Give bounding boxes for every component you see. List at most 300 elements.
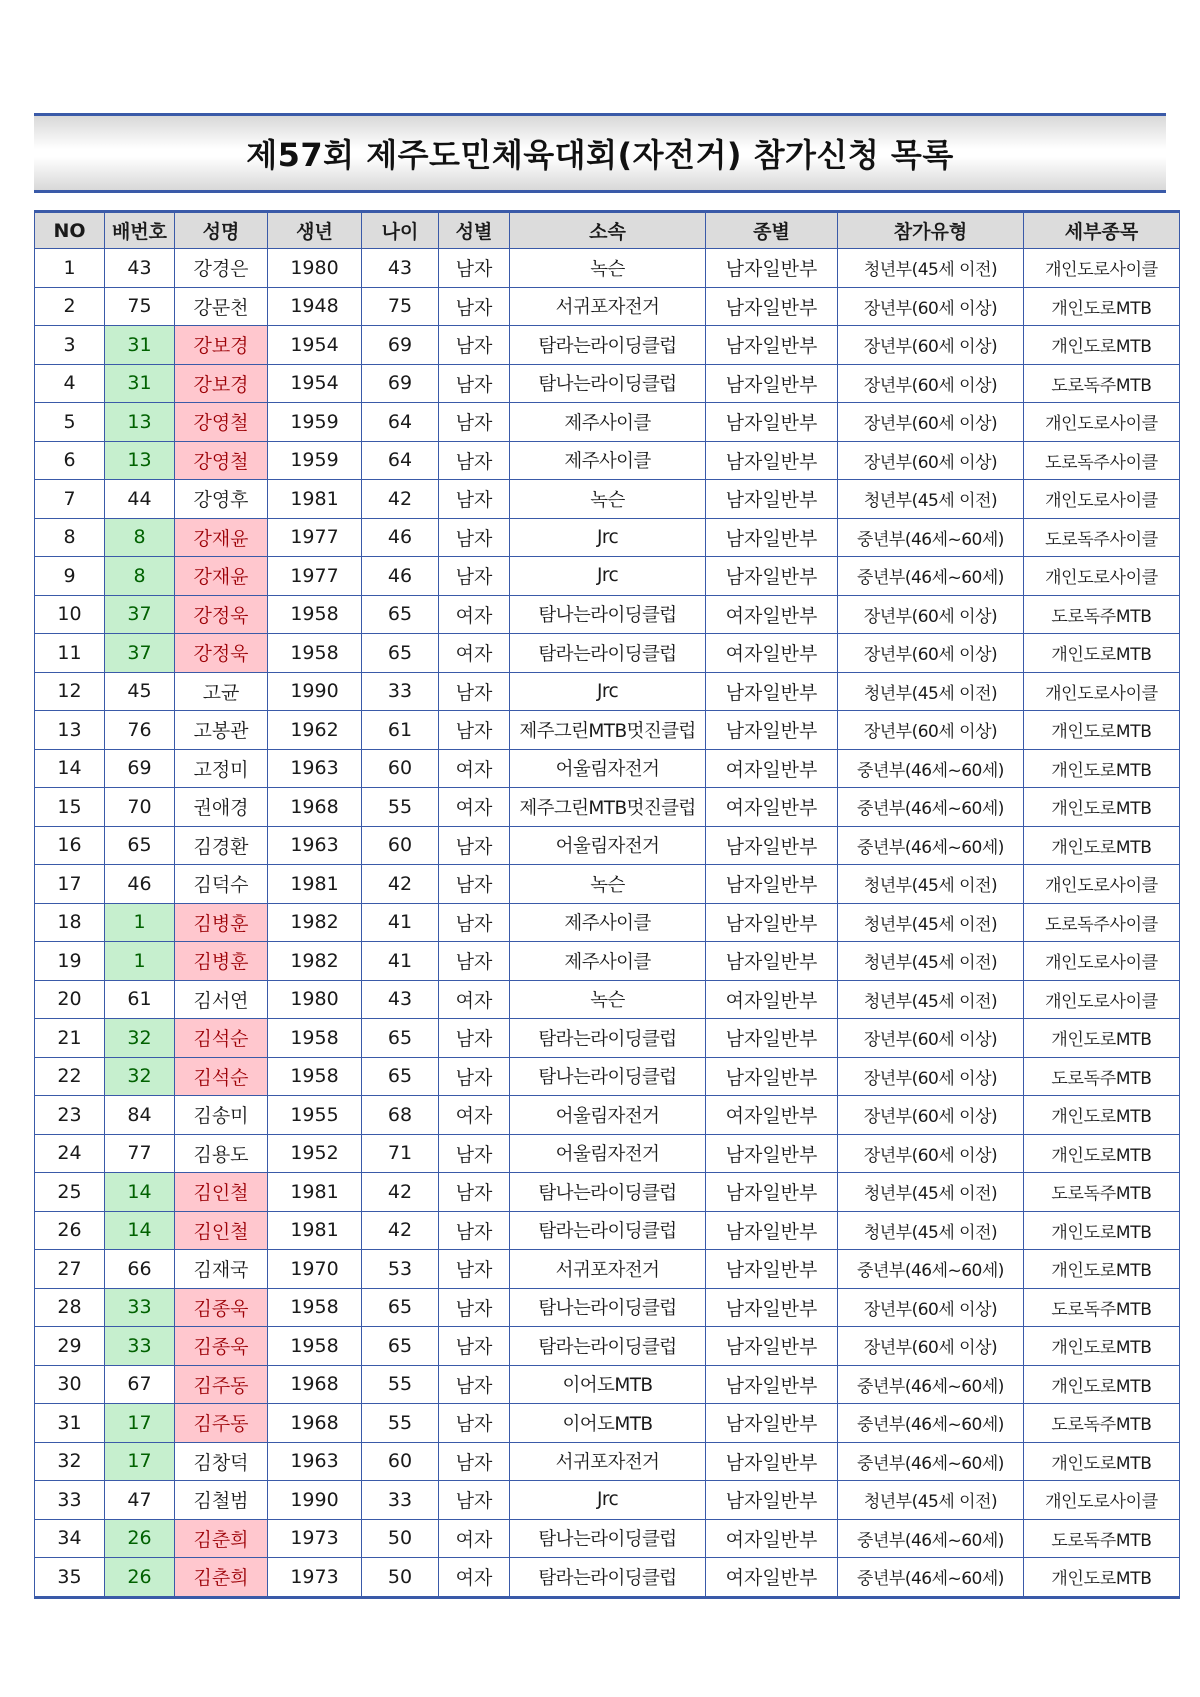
cell-bib: 33 <box>105 1327 175 1366</box>
cell-birth-year: 1958 <box>268 595 362 634</box>
cell-sex: 남자 <box>439 1019 510 1058</box>
cell-sex: 남자 <box>439 826 510 865</box>
cell-age: 53 <box>362 1250 439 1289</box>
cell-club: 제주사이클 <box>510 403 706 442</box>
cell-entry-type: 중년부(46세~60세) <box>838 1404 1024 1443</box>
cell-division: 남자일반부 <box>706 1327 838 1366</box>
cell-name: 김종욱 <box>175 1327 268 1366</box>
cell-division: 남자일반부 <box>706 903 838 942</box>
cell-event: 개인도로MTB <box>1024 1442 1180 1481</box>
cell-birth-year: 1982 <box>268 903 362 942</box>
table-row <box>35 865 1180 904</box>
cell-no: 11 <box>35 634 105 673</box>
cell-entry-type: 청년부(45세 이전) <box>838 903 1024 942</box>
cell-bib: 75 <box>105 287 175 326</box>
table-row <box>35 634 1180 673</box>
cell-division: 남자일반부 <box>706 1288 838 1327</box>
cell-entry-type: 청년부(45세 이전) <box>838 1211 1024 1250</box>
cell-age: 69 <box>362 364 439 403</box>
cell-entry-type: 장년부(60세 이상) <box>838 1288 1024 1327</box>
cell-entry-type: 청년부(45세 이전) <box>838 480 1024 519</box>
cell-no: 20 <box>35 980 105 1019</box>
cell-sex: 남자 <box>439 1250 510 1289</box>
cell-division: 남자일반부 <box>706 865 838 904</box>
cell-entry-type: 장년부(60세 이상) <box>838 287 1024 326</box>
cell-no: 13 <box>35 711 105 750</box>
cell-event: 개인도로MTB <box>1024 1327 1180 1366</box>
col-header-bib: 배번호 <box>105 212 175 249</box>
cell-name: 김용도 <box>175 1134 268 1173</box>
cell-sex: 남자 <box>439 711 510 750</box>
cell-entry-type: 장년부(60세 이상) <box>838 595 1024 634</box>
cell-division: 여자일반부 <box>706 749 838 788</box>
cell-division: 남자일반부 <box>706 1019 838 1058</box>
cell-event: 개인도로사이클 <box>1024 249 1180 288</box>
cell-birth-year: 1980 <box>268 980 362 1019</box>
cell-no: 1 <box>35 249 105 288</box>
cell-no: 27 <box>35 1250 105 1289</box>
cell-division: 남자일반부 <box>706 711 838 750</box>
table-row <box>35 287 1180 326</box>
cell-name: 김철범 <box>175 1481 268 1520</box>
cell-sex: 남자 <box>439 903 510 942</box>
col-header-event: 세부종목 <box>1024 212 1180 249</box>
cell-no: 35 <box>35 1558 105 1598</box>
cell-event: 도로독주MTB <box>1024 1057 1180 1096</box>
cell-entry-type: 청년부(45세 이전) <box>838 980 1024 1019</box>
cell-age: 60 <box>362 826 439 865</box>
cell-club: 녹슨 <box>510 480 706 519</box>
cell-age: 65 <box>362 1019 439 1058</box>
cell-club: 이어도MTB <box>510 1404 706 1443</box>
cell-birth-year: 1973 <box>268 1519 362 1558</box>
cell-entry-type: 중년부(46세~60세) <box>838 557 1024 596</box>
col-header-club: 소속 <box>510 212 706 249</box>
cell-no: 18 <box>35 903 105 942</box>
cell-age: 55 <box>362 1404 439 1443</box>
cell-name: 김창덕 <box>175 1442 268 1481</box>
cell-club: 탐나는라이딩클럽 <box>510 595 706 634</box>
cell-division: 남자일반부 <box>706 249 838 288</box>
cell-sex: 여자 <box>439 749 510 788</box>
table-row <box>35 441 1180 480</box>
col-header-entry-type: 참가유형 <box>838 212 1024 249</box>
cell-birth-year: 1958 <box>268 634 362 673</box>
cell-bib: 32 <box>105 1057 175 1096</box>
cell-sex: 남자 <box>439 249 510 288</box>
cell-no: 23 <box>35 1096 105 1135</box>
cell-age: 33 <box>362 672 439 711</box>
cell-club: 제주그린MTB멋진클럽 <box>510 711 706 750</box>
cell-birth-year: 1981 <box>268 480 362 519</box>
cell-sex: 여자 <box>439 980 510 1019</box>
cell-age: 75 <box>362 287 439 326</box>
cell-event: 개인도로사이클 <box>1024 480 1180 519</box>
cell-bib: 26 <box>105 1519 175 1558</box>
cell-club: 탐나는라이딩클럽 <box>510 1173 706 1212</box>
cell-sex: 여자 <box>439 1519 510 1558</box>
cell-age: 64 <box>362 441 439 480</box>
cell-name: 김병훈 <box>175 942 268 981</box>
cell-division: 여자일반부 <box>706 595 838 634</box>
cell-sex: 남자 <box>439 1288 510 1327</box>
cell-birth-year: 1981 <box>268 1211 362 1250</box>
cell-bib: 70 <box>105 788 175 827</box>
cell-bib: 67 <box>105 1365 175 1404</box>
cell-birth-year: 1963 <box>268 1442 362 1481</box>
cell-birth-year: 1955 <box>268 1096 362 1135</box>
cell-no: 3 <box>35 326 105 365</box>
cell-division: 남자일반부 <box>706 1057 838 1096</box>
cell-birth-year: 1954 <box>268 326 362 365</box>
cell-event: 개인도로사이클 <box>1024 557 1180 596</box>
cell-name: 김주동 <box>175 1365 268 1404</box>
cell-event: 도로독주MTB <box>1024 1519 1180 1558</box>
cell-bib: 17 <box>105 1442 175 1481</box>
cell-sex: 남자 <box>439 942 510 981</box>
cell-bib: 43 <box>105 249 175 288</box>
table-row <box>35 788 1180 827</box>
cell-birth-year: 1959 <box>268 441 362 480</box>
table-row <box>35 364 1180 403</box>
cell-club: 탐나는라이딩클럽 <box>510 1288 706 1327</box>
cell-birth-year: 1968 <box>268 1404 362 1443</box>
cell-name: 김석순 <box>175 1057 268 1096</box>
cell-entry-type: 장년부(60세 이상) <box>838 1134 1024 1173</box>
cell-age: 42 <box>362 865 439 904</box>
cell-name: 김종욱 <box>175 1288 268 1327</box>
cell-division: 여자일반부 <box>706 980 838 1019</box>
cell-name: 김경환 <box>175 826 268 865</box>
table-row <box>35 1096 1180 1135</box>
cell-no: 29 <box>35 1327 105 1366</box>
cell-name: 고봉관 <box>175 711 268 750</box>
table-row <box>35 249 1180 288</box>
cell-age: 50 <box>362 1558 439 1598</box>
cell-club: 어울림자전거 <box>510 749 706 788</box>
cell-bib: 69 <box>105 749 175 788</box>
cell-sex: 남자 <box>439 1442 510 1481</box>
cell-no: 12 <box>35 672 105 711</box>
cell-birth-year: 1948 <box>268 287 362 326</box>
cell-club: 탐라는라이딩클럽 <box>510 1211 706 1250</box>
cell-bib: 8 <box>105 518 175 557</box>
cell-no: 24 <box>35 1134 105 1173</box>
cell-division: 남자일반부 <box>706 1134 838 1173</box>
cell-sex: 남자 <box>439 1404 510 1443</box>
cell-bib: 66 <box>105 1250 175 1289</box>
cell-event: 도로독주MTB <box>1024 595 1180 634</box>
cell-event: 도로독주MTB <box>1024 1404 1180 1443</box>
cell-birth-year: 1952 <box>268 1134 362 1173</box>
cell-sex: 남자 <box>439 1365 510 1404</box>
cell-sex: 남자 <box>439 672 510 711</box>
table-row <box>35 403 1180 442</box>
cell-name: 강영철 <box>175 403 268 442</box>
cell-division: 남자일반부 <box>706 1250 838 1289</box>
cell-division: 남자일반부 <box>706 942 838 981</box>
cell-division: 남자일반부 <box>706 480 838 519</box>
cell-event: 개인도로MTB <box>1024 1096 1180 1135</box>
cell-age: 55 <box>362 788 439 827</box>
table-row <box>35 1057 1180 1096</box>
cell-name: 김인철 <box>175 1173 268 1212</box>
cell-age: 43 <box>362 980 439 1019</box>
cell-age: 42 <box>362 1211 439 1250</box>
cell-age: 55 <box>362 1365 439 1404</box>
cell-age: 61 <box>362 711 439 750</box>
cell-no: 17 <box>35 865 105 904</box>
cell-sex: 남자 <box>439 364 510 403</box>
cell-age: 50 <box>362 1519 439 1558</box>
cell-event: 개인도로MTB <box>1024 1250 1180 1289</box>
cell-entry-type: 중년부(46세~60세) <box>838 1442 1024 1481</box>
cell-no: 14 <box>35 749 105 788</box>
cell-club: 녹슨 <box>510 980 706 1019</box>
table-row <box>35 1327 1180 1366</box>
cell-no: 31 <box>35 1404 105 1443</box>
cell-club: 녹슨 <box>510 249 706 288</box>
table-row <box>35 595 1180 634</box>
cell-age: 71 <box>362 1134 439 1173</box>
cell-event: 개인도로MTB <box>1024 287 1180 326</box>
cell-bib: 77 <box>105 1134 175 1173</box>
cell-entry-type: 중년부(46세~60세) <box>838 1558 1024 1598</box>
cell-division: 남자일반부 <box>706 1173 838 1212</box>
cell-club: Jrc <box>510 672 706 711</box>
cell-name: 권애경 <box>175 788 268 827</box>
cell-event: 개인도로MTB <box>1024 1558 1180 1598</box>
table-row <box>35 1558 1180 1598</box>
table-row <box>35 1211 1180 1250</box>
cell-division: 남자일반부 <box>706 326 838 365</box>
cell-sex: 남자 <box>439 1481 510 1520</box>
cell-birth-year: 1968 <box>268 788 362 827</box>
header-row <box>35 212 1180 249</box>
cell-birth-year: 1959 <box>268 403 362 442</box>
cell-entry-type: 장년부(60세 이상) <box>838 711 1024 750</box>
cell-bib: 46 <box>105 865 175 904</box>
cell-event: 도로독주MTB <box>1024 1288 1180 1327</box>
cell-name: 강재윤 <box>175 557 268 596</box>
cell-entry-type: 중년부(46세~60세) <box>838 788 1024 827</box>
cell-no: 30 <box>35 1365 105 1404</box>
cell-division: 남자일반부 <box>706 518 838 557</box>
cell-age: 41 <box>362 903 439 942</box>
cell-bib: 84 <box>105 1096 175 1135</box>
cell-bib: 31 <box>105 326 175 365</box>
cell-sex: 남자 <box>439 1057 510 1096</box>
cell-sex: 남자 <box>439 1327 510 1366</box>
cell-division: 남자일반부 <box>706 364 838 403</box>
cell-club: 탐나는라이딩클럽 <box>510 1519 706 1558</box>
cell-event: 개인도로사이클 <box>1024 672 1180 711</box>
cell-name: 강보경 <box>175 326 268 365</box>
cell-club: Jrc <box>510 1481 706 1520</box>
cell-age: 33 <box>362 1481 439 1520</box>
cell-sex: 여자 <box>439 1558 510 1598</box>
cell-sex: 여자 <box>439 1096 510 1135</box>
cell-entry-type: 청년부(45세 이전) <box>838 942 1024 981</box>
cell-event: 개인도로MTB <box>1024 826 1180 865</box>
cell-sex: 남자 <box>439 518 510 557</box>
cell-bib: 33 <box>105 1288 175 1327</box>
cell-entry-type: 중년부(46세~60세) <box>838 518 1024 557</box>
cell-birth-year: 1958 <box>268 1019 362 1058</box>
cell-club: 서귀포자전거 <box>510 1250 706 1289</box>
cell-sex: 여자 <box>439 595 510 634</box>
cell-no: 15 <box>35 788 105 827</box>
cell-no: 33 <box>35 1481 105 1520</box>
cell-club: 탐라는라이딩클럽 <box>510 634 706 673</box>
cell-entry-type: 장년부(60세 이상) <box>838 403 1024 442</box>
cell-sex: 남자 <box>439 1173 510 1212</box>
table-row <box>35 903 1180 942</box>
cell-birth-year: 1958 <box>268 1057 362 1096</box>
cell-event: 개인도로MTB <box>1024 1019 1180 1058</box>
cell-entry-type: 중년부(46세~60세) <box>838 826 1024 865</box>
col-header-no: NO <box>35 212 105 249</box>
cell-event: 개인도로사이클 <box>1024 980 1180 1019</box>
cell-age: 46 <box>362 557 439 596</box>
cell-name: 강영후 <box>175 480 268 519</box>
cell-age: 43 <box>362 249 439 288</box>
cell-no: 10 <box>35 595 105 634</box>
table-row <box>35 826 1180 865</box>
cell-entry-type: 중년부(46세~60세) <box>838 749 1024 788</box>
cell-no: 9 <box>35 557 105 596</box>
cell-bib: 17 <box>105 1404 175 1443</box>
cell-birth-year: 1981 <box>268 1173 362 1212</box>
cell-age: 46 <box>362 518 439 557</box>
cell-division: 남자일반부 <box>706 826 838 865</box>
table-row <box>35 1519 1180 1558</box>
col-header-division: 종별 <box>706 212 838 249</box>
page-title: 제57회 제주도민체육대회(자전거) 참가신청 목록 <box>246 136 954 174</box>
cell-name: 강경은 <box>175 249 268 288</box>
cell-entry-type: 장년부(60세 이상) <box>838 1327 1024 1366</box>
cell-entry-type: 중년부(46세~60세) <box>838 1519 1024 1558</box>
cell-bib: 13 <box>105 441 175 480</box>
cell-name: 김인철 <box>175 1211 268 1250</box>
table-row <box>35 326 1180 365</box>
cell-no: 7 <box>35 480 105 519</box>
cell-sex: 남자 <box>439 480 510 519</box>
cell-club: 서귀포자전거 <box>510 1442 706 1481</box>
cell-division: 남자일반부 <box>706 1481 838 1520</box>
cell-age: 65 <box>362 1327 439 1366</box>
table-row <box>35 1250 1180 1289</box>
cell-no: 6 <box>35 441 105 480</box>
table-row <box>35 749 1180 788</box>
cell-entry-type: 장년부(60세 이상) <box>838 441 1024 480</box>
cell-club: 제주사이클 <box>510 942 706 981</box>
cell-division: 남자일반부 <box>706 1211 838 1250</box>
cell-event: 개인도로MTB <box>1024 1134 1180 1173</box>
cell-bib: 32 <box>105 1019 175 1058</box>
cell-club: 제주사이클 <box>510 441 706 480</box>
cell-club: 이어도MTB <box>510 1365 706 1404</box>
cell-club: 제주그린MTB멋진클럽 <box>510 788 706 827</box>
cell-event: 개인도로MTB <box>1024 1211 1180 1250</box>
table-row <box>35 1442 1180 1481</box>
cell-name: 강정욱 <box>175 634 268 673</box>
cell-event: 개인도로사이클 <box>1024 1481 1180 1520</box>
cell-no: 26 <box>35 1211 105 1250</box>
cell-club: 탐라는라이딩클럽 <box>510 1019 706 1058</box>
cell-bib: 13 <box>105 403 175 442</box>
cell-bib: 31 <box>105 364 175 403</box>
cell-birth-year: 1970 <box>268 1250 362 1289</box>
table-row <box>35 1019 1180 1058</box>
cell-entry-type: 청년부(45세 이전) <box>838 865 1024 904</box>
cell-birth-year: 1982 <box>268 942 362 981</box>
cell-club: 제주사이클 <box>510 903 706 942</box>
cell-club: 어울림자전거 <box>510 826 706 865</box>
cell-sex: 남자 <box>439 403 510 442</box>
cell-division: 남자일반부 <box>706 1442 838 1481</box>
cell-entry-type: 중년부(46세~60세) <box>838 1250 1024 1289</box>
cell-bib: 14 <box>105 1211 175 1250</box>
cell-club: 어울림자전거 <box>510 1096 706 1135</box>
cell-name: 김덕수 <box>175 865 268 904</box>
cell-entry-type: 청년부(45세 이전) <box>838 249 1024 288</box>
table-row <box>35 480 1180 519</box>
cell-event: 개인도로MTB <box>1024 711 1180 750</box>
cell-sex: 남자 <box>439 326 510 365</box>
cell-division: 남자일반부 <box>706 1365 838 1404</box>
cell-entry-type: 청년부(45세 이전) <box>838 1481 1024 1520</box>
cell-name: 강보경 <box>175 364 268 403</box>
cell-club: 탐라는라이딩클럽 <box>510 1327 706 1366</box>
col-header-name: 성명 <box>175 212 268 249</box>
cell-birth-year: 1973 <box>268 1558 362 1598</box>
cell-name: 김병훈 <box>175 903 268 942</box>
cell-division: 여자일반부 <box>706 1096 838 1135</box>
cell-event: 도로독주사이클 <box>1024 518 1180 557</box>
cell-birth-year: 1958 <box>268 1327 362 1366</box>
cell-bib: 61 <box>105 980 175 1019</box>
cell-division: 남자일반부 <box>706 1404 838 1443</box>
cell-event: 개인도로사이클 <box>1024 865 1180 904</box>
cell-age: 42 <box>362 1173 439 1212</box>
cell-name: 강재윤 <box>175 518 268 557</box>
cell-event: 개인도로MTB <box>1024 1365 1180 1404</box>
cell-sex: 남자 <box>439 441 510 480</box>
cell-bib: 26 <box>105 1558 175 1598</box>
cell-event: 개인도로MTB <box>1024 326 1180 365</box>
cell-age: 65 <box>362 1288 439 1327</box>
cell-division: 여자일반부 <box>706 1558 838 1598</box>
table-row <box>35 557 1180 596</box>
cell-birth-year: 1962 <box>268 711 362 750</box>
cell-no: 5 <box>35 403 105 442</box>
cell-birth-year: 1990 <box>268 672 362 711</box>
cell-entry-type: 장년부(60세 이상) <box>838 1096 1024 1135</box>
cell-club: 탐나는라이딩클럽 <box>510 1057 706 1096</box>
cell-birth-year: 1963 <box>268 749 362 788</box>
cell-birth-year: 1977 <box>268 518 362 557</box>
cell-event: 개인도로MTB <box>1024 788 1180 827</box>
cell-sex: 여자 <box>439 634 510 673</box>
cell-bib: 37 <box>105 634 175 673</box>
cell-entry-type: 청년부(45세 이전) <box>838 1173 1024 1212</box>
cell-sex: 남자 <box>439 1211 510 1250</box>
cell-no: 4 <box>35 364 105 403</box>
cell-club: 서귀포자전거 <box>510 287 706 326</box>
cell-club: 탐나는라이딩클럽 <box>510 364 706 403</box>
cell-no: 25 <box>35 1173 105 1212</box>
